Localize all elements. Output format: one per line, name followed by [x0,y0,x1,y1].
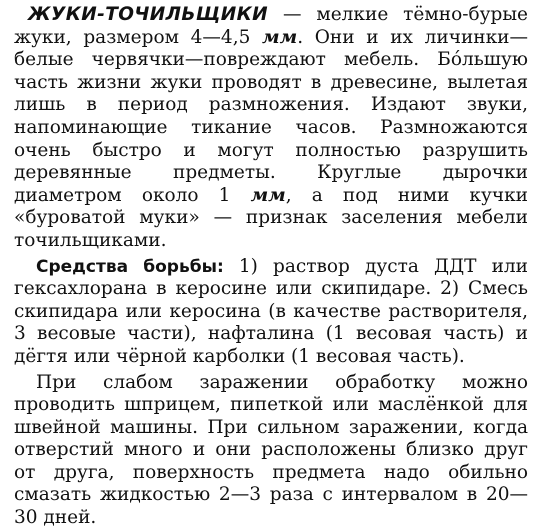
paragraph-description [14,4,528,253]
paragraph-remedies [14,256,528,369]
unit-mm-1: мм [262,26,298,48]
description-text-2: . Они и их личинки—белые червячки—повреждают мебель. Бóльшую часть жизни жуки проводят в древесине, вылетая лишь в период размножения. Издают звуки, напоминающие тикание часов. Размножаются очень быстро и могут полностью разрушить деревянные предметы. Круглые дырочки диаметром около 1 [14,26,528,206]
treatment-text: При слабом заражении обработку можно проводить шприцем, пипеткой или маслёнкой для швейной машины. При сильном заражении, когда отверстий много и они расположены близко друг от друга, поверхность предмета надо обильно смазать жидкостью 2—3 раза с интервалом в 20—30 дней. [14,371,528,529]
unit-mm-2: мм [250,184,286,206]
paragraph-treatment [14,372,528,530]
remedies-subheading: Средства борьбы: [36,256,224,277]
description-text-3: , а под ними кучки «буроватой муки» — признак заселения мебели точильщиками. [14,184,528,251]
remedies-text: 1) раствор дуста ДДТ или гексахлорана в керосине или скипидаре. 2) Смесь скипидара или керосина (в качестве растворителя, 3 весовые части), нафталина (1 весовая часть) и дёгтя или чёрной карболки (1 весовая часть). [14,255,528,367]
description-text-1: — мелкие тёмно-бурые жуки, размером 4—4,5 [14,4,528,48]
entry-term: ЖУКИ-ТОЧИЛЬЩИКИ [28,4,269,25]
